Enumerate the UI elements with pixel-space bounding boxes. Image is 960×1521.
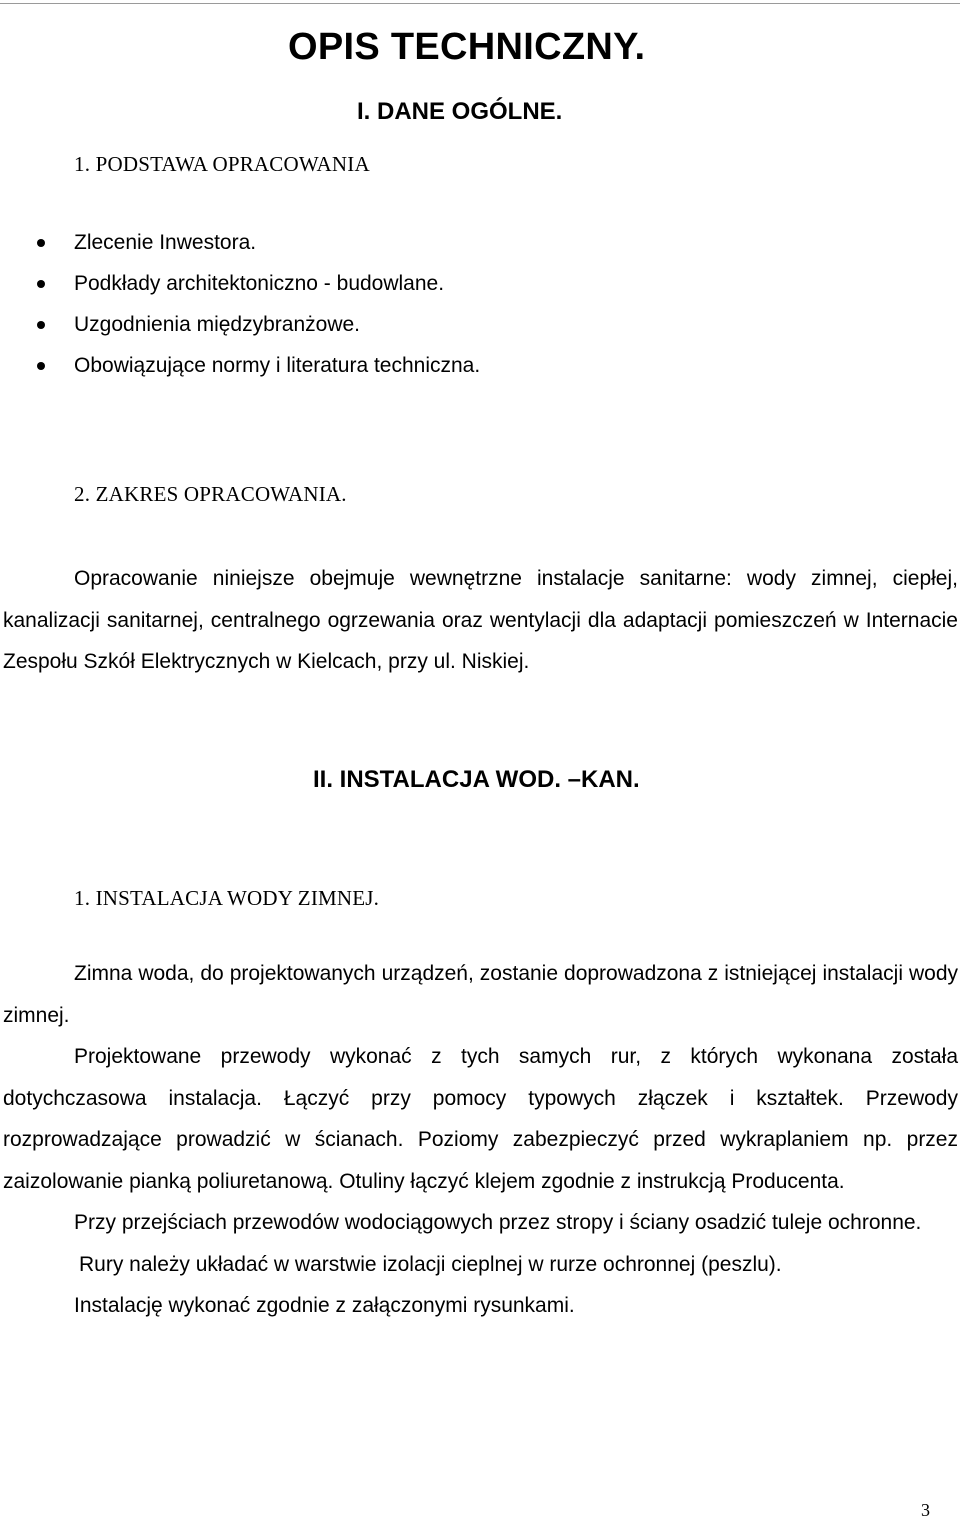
section-heading-general: I. DANE OGÓLNE.	[357, 98, 563, 125]
list-item: Zlecenie Inwestora.	[0, 228, 480, 269]
page-top-rule	[0, 3, 960, 4]
list-item: Obowiązujące normy i literatura techniczna.	[0, 351, 480, 392]
section-heading-plumbing: II. INSTALACJA WOD. –KAN.	[313, 766, 640, 793]
document-title: OPIS TECHNICZNY.	[288, 26, 646, 68]
basis-list	[0, 228, 480, 392]
paragraph: Projektowane przewody wykonać z tych samych rur, z których wykonana została dotychczasowa instalacja. Łączyć przy pomocy typowych złączek i kształtek. Przewody rozprowadzające prowadzić w ścianach. Poziomy zabezpieczyć przed wykraplaniem np. przez zaizolowanie pianką poliuretanową. Otuliny łączyć klejem zgodnie z instrukcją Producenta.	[3, 1045, 958, 1193]
bullet-icon	[37, 321, 45, 329]
bullet-icon	[37, 362, 45, 370]
bullet-icon	[37, 280, 45, 288]
page-number: 3	[921, 1500, 930, 1520]
paragraph: Zimna woda, do projektowanych urządzeń, zostanie doprowadzona z istniejącej instalacji wody zimnej.	[3, 962, 958, 1027]
subsection-heading-basis: 1. PODSTAWA OPRACOWANIA	[74, 152, 370, 176]
paragraph: Rury należy układać w warstwie izolacji cieplnej w rurze ochronnej (peszlu).	[79, 1252, 782, 1276]
scope-paragraph: Opracowanie niniejsze obejmuje wewnętrzne instalacje sanitarne: wody zimnej, ciepłej, kanalizacji sanitarnej, centralnego ogrzewania oraz wentylacji dla adaptacji pomieszczeń w Internacie Zespołu Szkół Elektrycznych w Kielcach, przy ul. Niskiej.	[3, 567, 958, 673]
list-item: Uzgodnienia międzybranżowe.	[0, 310, 480, 351]
subsection-heading-cold-water: 1. INSTALACJA WODY ZIMNEJ.	[74, 886, 380, 910]
subsection-heading-scope: 2. ZAKRES OPRACOWANIA.	[74, 482, 347, 506]
paragraph: Przy przejściach przewodów wodociągowych przez stropy i ściany osadzić tuleje ochronne.	[74, 1211, 922, 1234]
cold-water-text	[3, 953, 958, 1327]
bullet-icon	[37, 239, 45, 247]
scope-paragraph-block	[3, 558, 958, 683]
list-item: Podkłady architektoniczno - budowlane.	[0, 269, 480, 310]
paragraph: Instalację wykonać zgodnie z załączonymi rysunkami.	[74, 1294, 575, 1317]
